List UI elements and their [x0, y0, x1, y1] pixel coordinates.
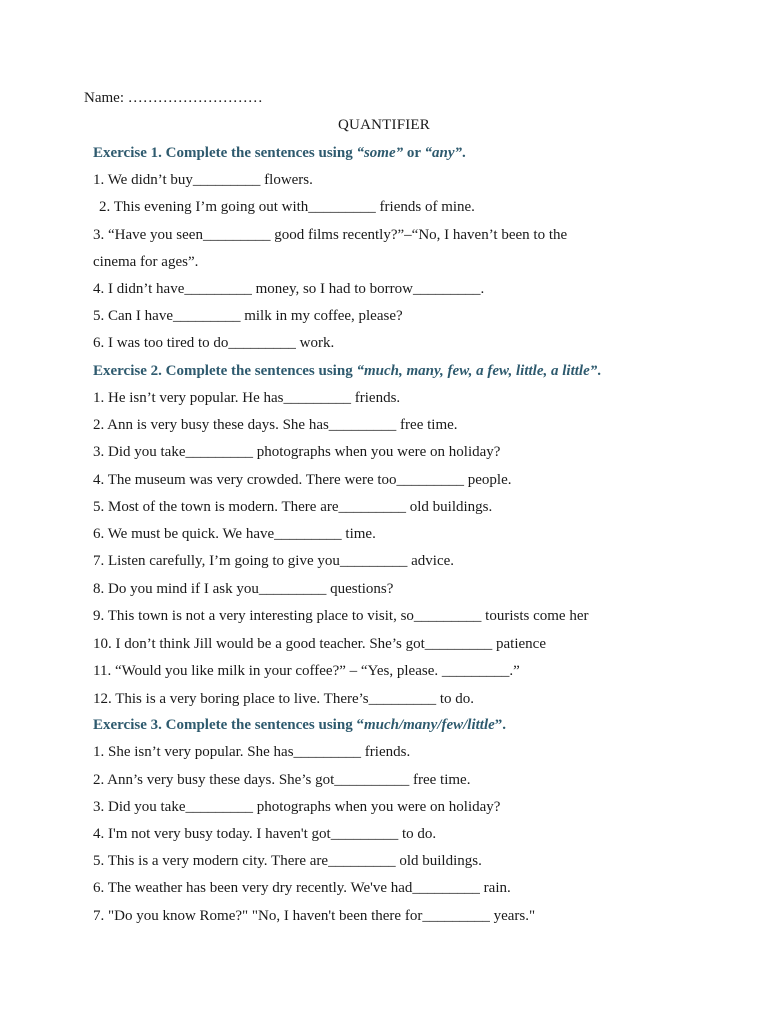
exercise-2-item: 12. This is a very boring place to live. There’s_________ to do.	[93, 691, 475, 707]
exercise-2-heading-em: “much, many, few, a few, little, a little”	[356, 363, 598, 379]
exercise-3-item: 4. I'm not very busy today. I haven't got_________ to do.	[93, 826, 437, 842]
exercise-1-item: 3. “Have you seen_________ good films recently?”–“No, I haven’t been to the	[93, 227, 568, 243]
exercise-2-item: 7. Listen carefully, I’m going to give you_________ advice.	[93, 553, 455, 569]
exercise-3-item: 5. This is a very modern city. There are_________ old buildings.	[93, 853, 482, 869]
exercise-3-heading	[93, 716, 506, 734]
exercise-2-item: 2. Ann is very busy these days. She has_________ free time.	[93, 417, 458, 433]
exercise-3-heading-text: Exercise 3. Complete the sentences using “	[93, 717, 364, 733]
exercise-2-item: 6. We must be quick. We have_________ time.	[93, 526, 376, 542]
exercise-3-heading-em: much/many/few/little	[363, 717, 495, 733]
exercise-2-item: 10. I don’t think Jill would be a good teacher. She’s got_________ patience	[93, 636, 546, 652]
exercise-1-heading-text: Exercise 1. Complete the sentences using	[93, 145, 357, 161]
exercise-2-item: 11. “Would you like milk in your coffee?” – “Yes, please. _________.”	[93, 663, 520, 679]
exercise-2-heading	[93, 362, 601, 380]
name-line: Name: ………………………	[84, 90, 263, 106]
exercise-1-item: 4. I didn’t have_________ money, so I had to borrow_________.	[93, 281, 485, 297]
exercise-1-item-continued: cinema for ages”.	[93, 254, 199, 270]
exercise-3-item: 1. She isn’t very popular. She has_________ friends.	[93, 744, 411, 760]
exercise-3-item: 3. Did you take_________ photographs when you were on holiday?	[93, 799, 501, 815]
exercise-1-item: 2. This evening I’m going out with_________ friends of mine.	[99, 199, 475, 215]
exercise-2-item: 5. Most of the town is modern. There are_________ old buildings.	[93, 499, 493, 515]
exercise-3-item: 2. Ann’s very busy these days. She’s got__________ free time.	[93, 772, 471, 788]
exercise-1-item: 5. Can I have_________ milk in my coffee, please?	[93, 308, 403, 324]
exercise-1-item: 6. I was too tired to do_________ work.	[93, 335, 335, 351]
exercise-1-item: 1. We didn’t buy_________ flowers.	[93, 172, 313, 188]
exercise-2-item: 9. This town is not a very interesting place to visit, so_________ tourists come her	[93, 608, 589, 624]
exercise-1-heading	[93, 144, 466, 162]
exercise-1-heading-end: .	[462, 145, 466, 161]
exercise-3-item: 7. "Do you know Rome?" "No, I haven't been there for_________ years."	[93, 908, 536, 924]
exercise-2-heading-text: Exercise 2. Complete the sentences using	[93, 363, 357, 379]
exercise-1-heading-mid: or	[403, 145, 425, 161]
exercise-2-heading-end: .	[597, 363, 602, 379]
exercise-1-heading-em2: “any”	[424, 145, 462, 161]
exercise-3-item: 6. The weather has been very dry recently. We've had_________ rain.	[93, 880, 511, 896]
exercise-2-item: 3. Did you take_________ photographs when you were on holiday?	[93, 444, 501, 460]
exercise-2-item: 4. The museum was very crowded. There were too_________ people.	[93, 472, 512, 488]
exercise-1-heading-em: “some”	[356, 145, 404, 161]
page-title: QUANTIFIER	[338, 117, 430, 133]
exercise-2-item: 1. He isn’t very popular. He has_________ friends.	[93, 390, 401, 406]
exercise-3-heading-end: ”.	[494, 717, 507, 733]
exercise-2-item: 8. Do you mind if I ask you_________ questions?	[93, 581, 394, 597]
